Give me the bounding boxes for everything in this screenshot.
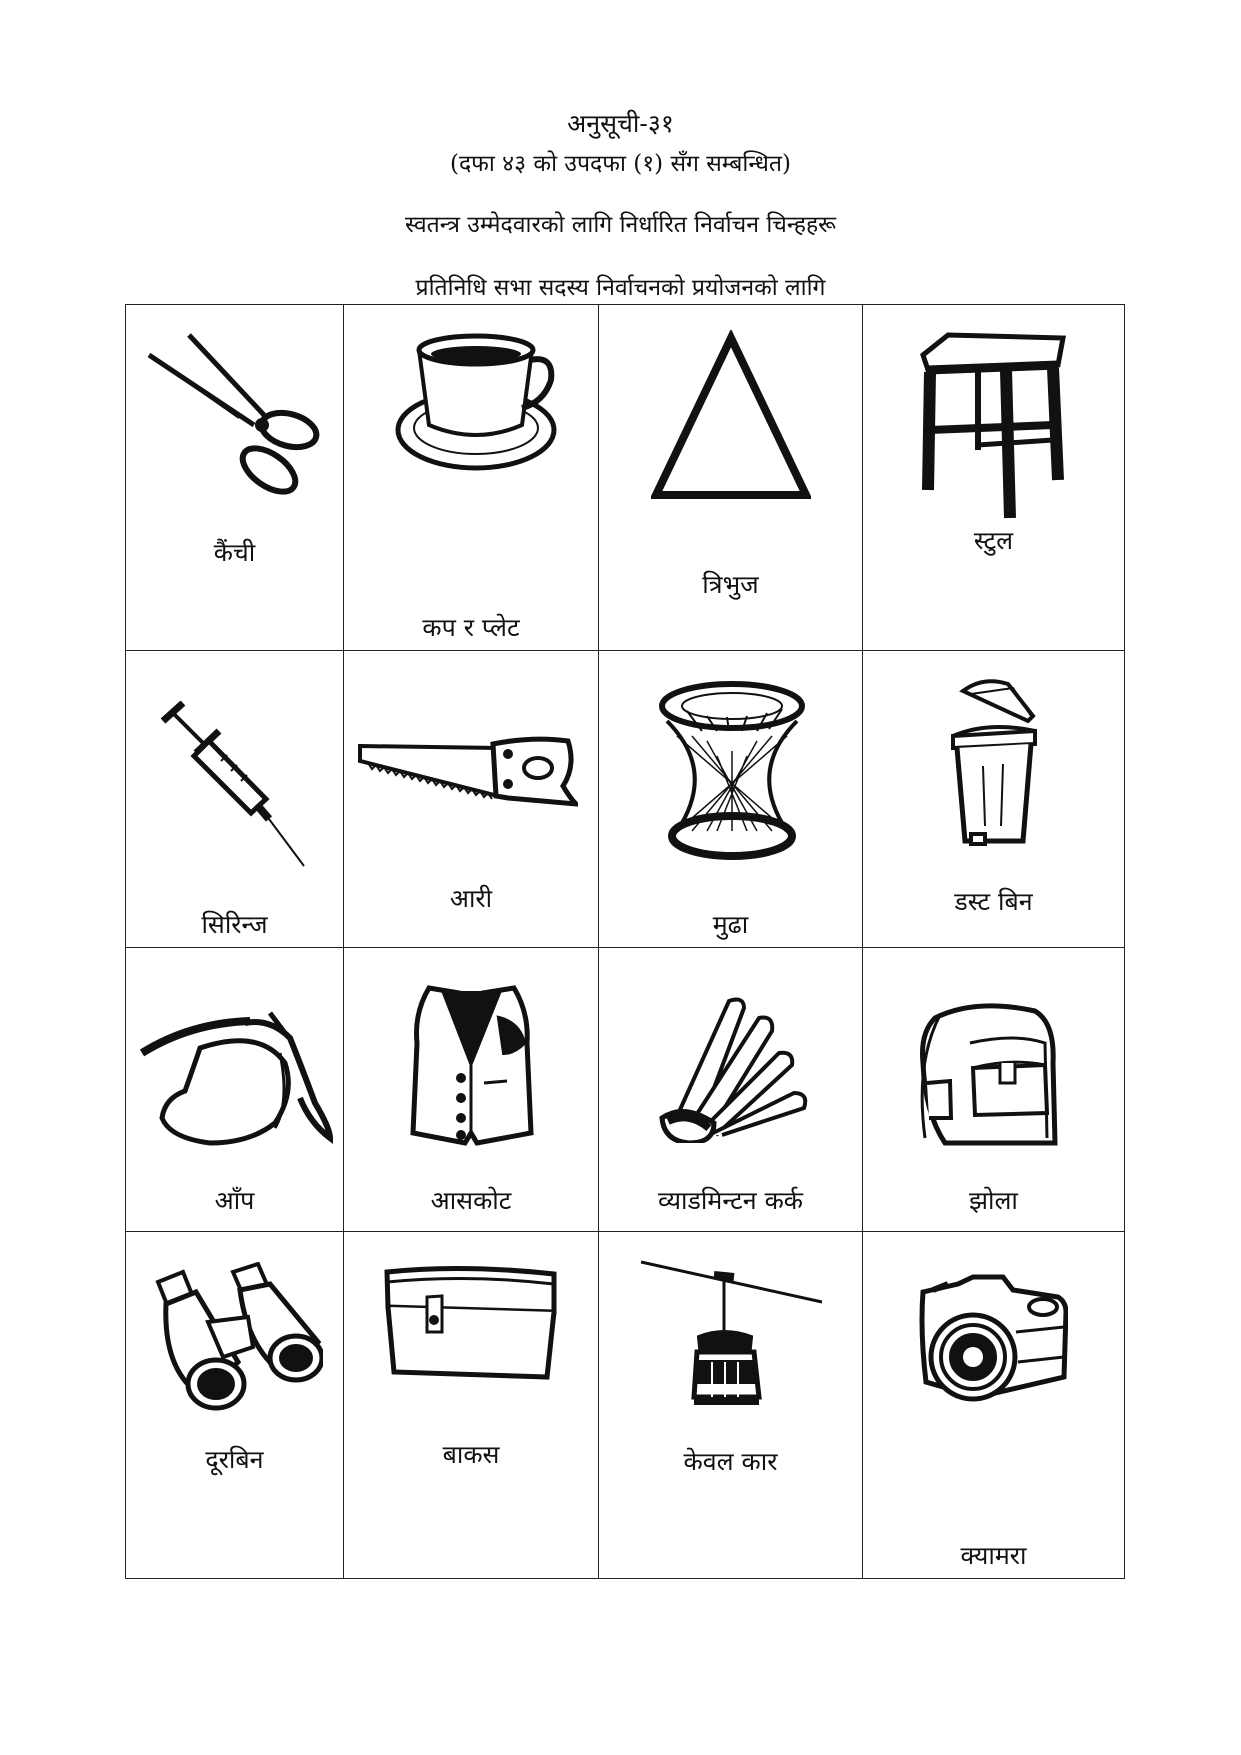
- syringe-icon: [161, 701, 306, 871]
- box-icon: [382, 1262, 560, 1382]
- symbol-label: क्यामरा: [960, 1541, 1027, 1570]
- symbol-label: सिरिन्ज: [201, 910, 268, 939]
- symbol-label: झोला: [969, 1186, 1018, 1215]
- symbol-label: डस्ट बिन: [954, 887, 1033, 916]
- symbols-table: [125, 304, 1125, 1579]
- symbol-label: केवल कार: [683, 1447, 778, 1476]
- document-subheading: प्रतिनिधि सभा सदस्य निर्वाचनको प्रयोजनको लागि: [415, 275, 826, 301]
- symbol-label: स्टुल: [973, 526, 1014, 555]
- section-reference: (दफा ४३ को उपदफा (१) सँग सम्बन्धित): [450, 151, 791, 177]
- cable-car-icon: [639, 1257, 824, 1417]
- symbol-cell: [599, 651, 863, 948]
- backpack-icon: [915, 1003, 1065, 1148]
- symbol-cell: [599, 948, 863, 1232]
- symbol-label: आसकोट: [430, 1186, 512, 1215]
- symbol-cell: [126, 651, 344, 948]
- table-row: [126, 948, 1125, 1232]
- table-row: [126, 1232, 1125, 1579]
- dustbin-icon: [943, 676, 1043, 846]
- mango-icon: [140, 1003, 335, 1153]
- symbol-label: कप र प्लेट: [422, 613, 520, 642]
- symbol-label: दूरबिन: [205, 1445, 264, 1474]
- symbol-cell: [599, 305, 863, 651]
- triangle-icon: [651, 330, 811, 500]
- symbol-cell: [344, 651, 599, 948]
- camera-icon: [918, 1272, 1068, 1422]
- symbol-label: आँप: [214, 1186, 255, 1215]
- symbol-label: व्याडमिन्टन कर्क: [658, 1186, 803, 1215]
- symbol-cell: [863, 1232, 1125, 1579]
- waistcoat-icon: [409, 983, 534, 1148]
- shuttlecock-icon: [654, 993, 814, 1143]
- symbol-cell: [126, 948, 344, 1232]
- symbol-cell: [863, 305, 1125, 651]
- symbol-cell: [126, 305, 344, 651]
- symbol-cell: [863, 651, 1125, 948]
- scissors-icon: [144, 330, 324, 500]
- symbol-cell: [599, 1232, 863, 1579]
- symbol-label: कैंची: [213, 538, 256, 567]
- stool-icon: [918, 330, 1068, 520]
- annex-title: अनुसूची-३१: [567, 109, 674, 138]
- symbol-label: बाकस: [442, 1440, 500, 1469]
- document-heading: स्वतन्त्र उम्मेदवारको लागि निर्धारित निर्वाचन चिन्हहरू: [404, 212, 837, 238]
- symbol-cell: [863, 948, 1125, 1232]
- cup-and-plate-icon: [394, 330, 559, 485]
- symbol-label: मुढा: [712, 910, 749, 939]
- symbol-cell: [344, 305, 599, 651]
- table-row: [126, 651, 1125, 948]
- symbol-cell: [344, 1232, 599, 1579]
- table-row: [126, 305, 1125, 651]
- symbol-label: आरी: [449, 884, 493, 913]
- symbol-label: त्रिभुज: [702, 570, 759, 599]
- symbol-cell: [344, 948, 599, 1232]
- binoculars-icon: [148, 1262, 323, 1412]
- symbol-cell: [126, 1232, 344, 1579]
- mudha-stool-icon: [657, 681, 807, 861]
- saw-icon: [358, 736, 578, 811]
